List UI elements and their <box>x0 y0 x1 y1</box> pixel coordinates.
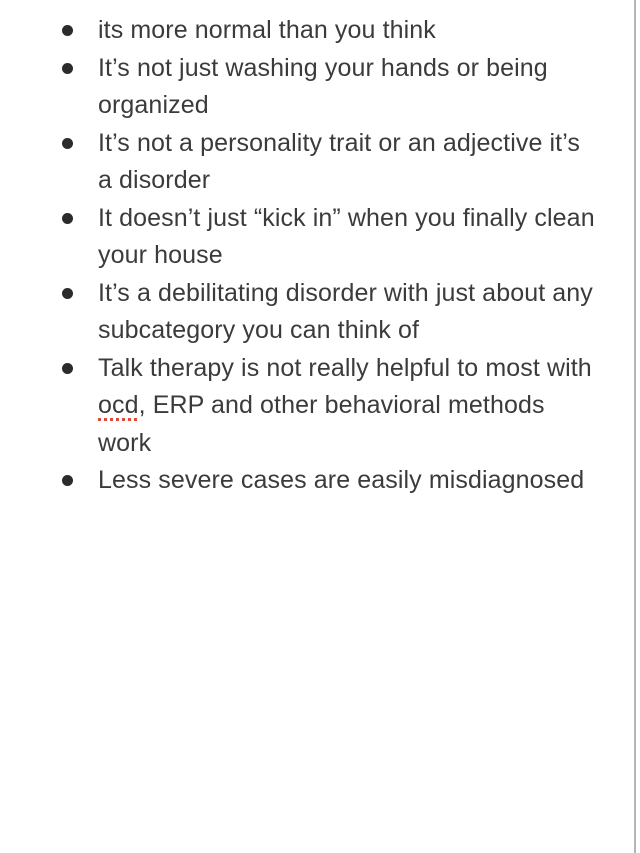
list-item-text-end: , ERP and other behavioral methods work <box>98 391 545 457</box>
scrollbar[interactable] <box>632 0 640 853</box>
scrollbar-line <box>634 0 636 853</box>
bullet-icon <box>62 213 73 224</box>
list-item[interactable] <box>0 50 600 125</box>
bullet-icon <box>62 25 73 36</box>
bullet-icon <box>62 288 73 299</box>
list-item-text: its more normal than you think <box>98 16 436 44</box>
misspelled-word[interactable]: ocd <box>98 391 139 419</box>
list-item[interactable] <box>0 125 600 200</box>
list-item-text: It’s not a personality trait or an adjective it’s a disorder <box>98 128 580 194</box>
bullet-icon <box>62 138 73 149</box>
list-item[interactable] <box>0 462 600 500</box>
list-item-text: It doesn’t just “kick in” when you finally clean your house <box>98 203 595 269</box>
bullet-icon <box>62 475 73 486</box>
list-item-text-start: Talk therapy is not really helpful to most with <box>98 353 592 382</box>
list-item[interactable] <box>0 12 600 50</box>
list-item-text: It’s a debilitating disorder with just about any subcategory you can think of <box>98 278 593 344</box>
list-item[interactable] <box>0 275 600 350</box>
list-item[interactable] <box>0 200 600 275</box>
bullet-list <box>0 12 600 500</box>
bullet-icon <box>62 63 73 74</box>
note-body[interactable] <box>0 12 600 500</box>
list-item[interactable] <box>0 350 600 463</box>
list-item-text: Less severe cases are easily misdiagnosed <box>98 466 585 494</box>
bullet-icon <box>62 363 73 374</box>
list-item-text: It’s not just washing your hands or being organized <box>98 53 548 119</box>
